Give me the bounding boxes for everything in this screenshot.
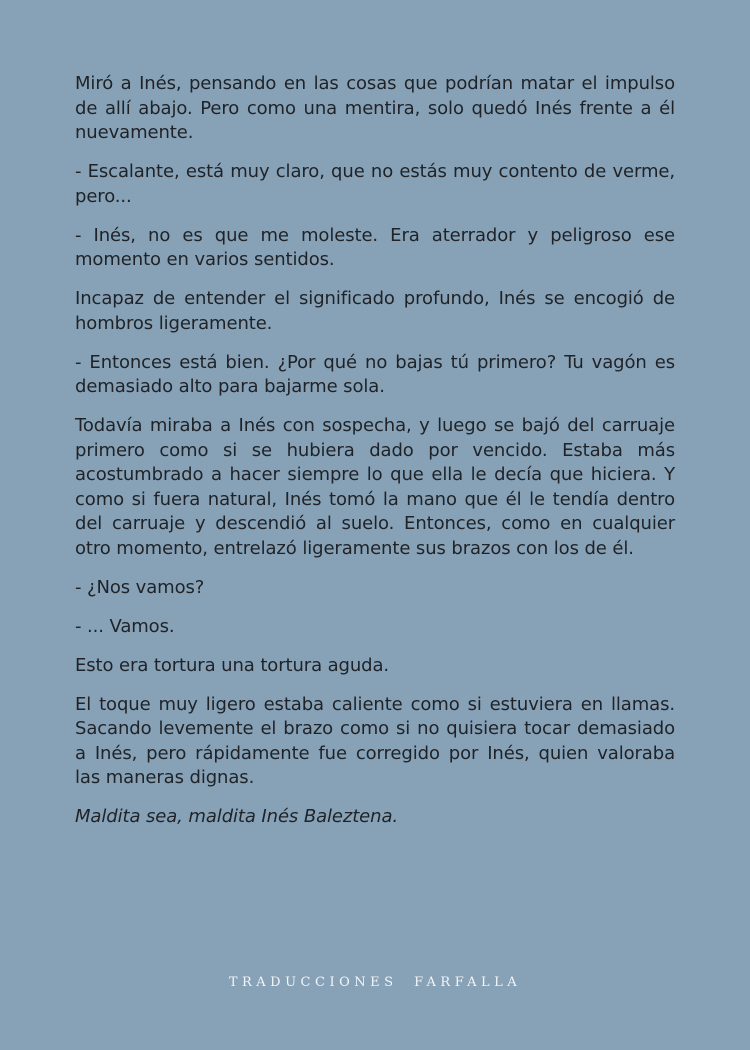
paragraph-2: - Escalante, está muy claro, que no estás muy contento de verme, pero... (75, 161, 675, 207)
paragraph-7: - ¿Nos vamos? (75, 576, 205, 598)
footer-credit: TRADUCCIONES FARFALLA (228, 975, 522, 990)
paragraph-10: El toque muy ligero estaba caliente como si estuviera en llamas. Sacando levemente el brazo como si no quisiera tocar demasiado a Inés, pero rápidamente fue corregido por Inés, quien valoraba las maneras dignas. (75, 693, 675, 788)
paragraph-11-italic: Maldita sea, maldita Inés Baleztena. (75, 806, 399, 827)
paragraph-8: - ... Vamos. (75, 615, 175, 637)
paragraph-3: - Inés, no es que me moleste. Era aterrador y peligroso ese momento en varios sentidos. (75, 224, 675, 270)
paragraph-1: Miró a Inés, pensando en las cosas que podrían matar el impulso de allí abajo. Pero como una mentira, solo quedó Inés frente a él nuevamente. (75, 73, 675, 143)
paragraph-4: Incapaz de entender el significado profundo, Inés se encogió de hombros ligeramente. (75, 288, 675, 334)
paragraph-6: Todavía miraba a Inés con sospecha, y luego se bajó del carruaje primero como si se hubiera dado por vencido. Estaba más acostumbrado a hacer siempre lo que ella le decía que hiciera. Y como si fuera natural, Inés tomó la mano que él le tendía dentro del carruaje y descendió al suelo. Entonces, como en cualquier otro momento, entrelazó ligeramente sus brazos con los de él. (75, 415, 675, 559)
page-body (75, 72, 675, 844)
paragraph-5: - Entonces está bien. ¿Por qué no bajas tú primero? Tu vagón es demasiado alto para bajarme sola. (75, 351, 675, 397)
paragraph-9: Esto era tortura una tortura aguda. (75, 654, 390, 676)
